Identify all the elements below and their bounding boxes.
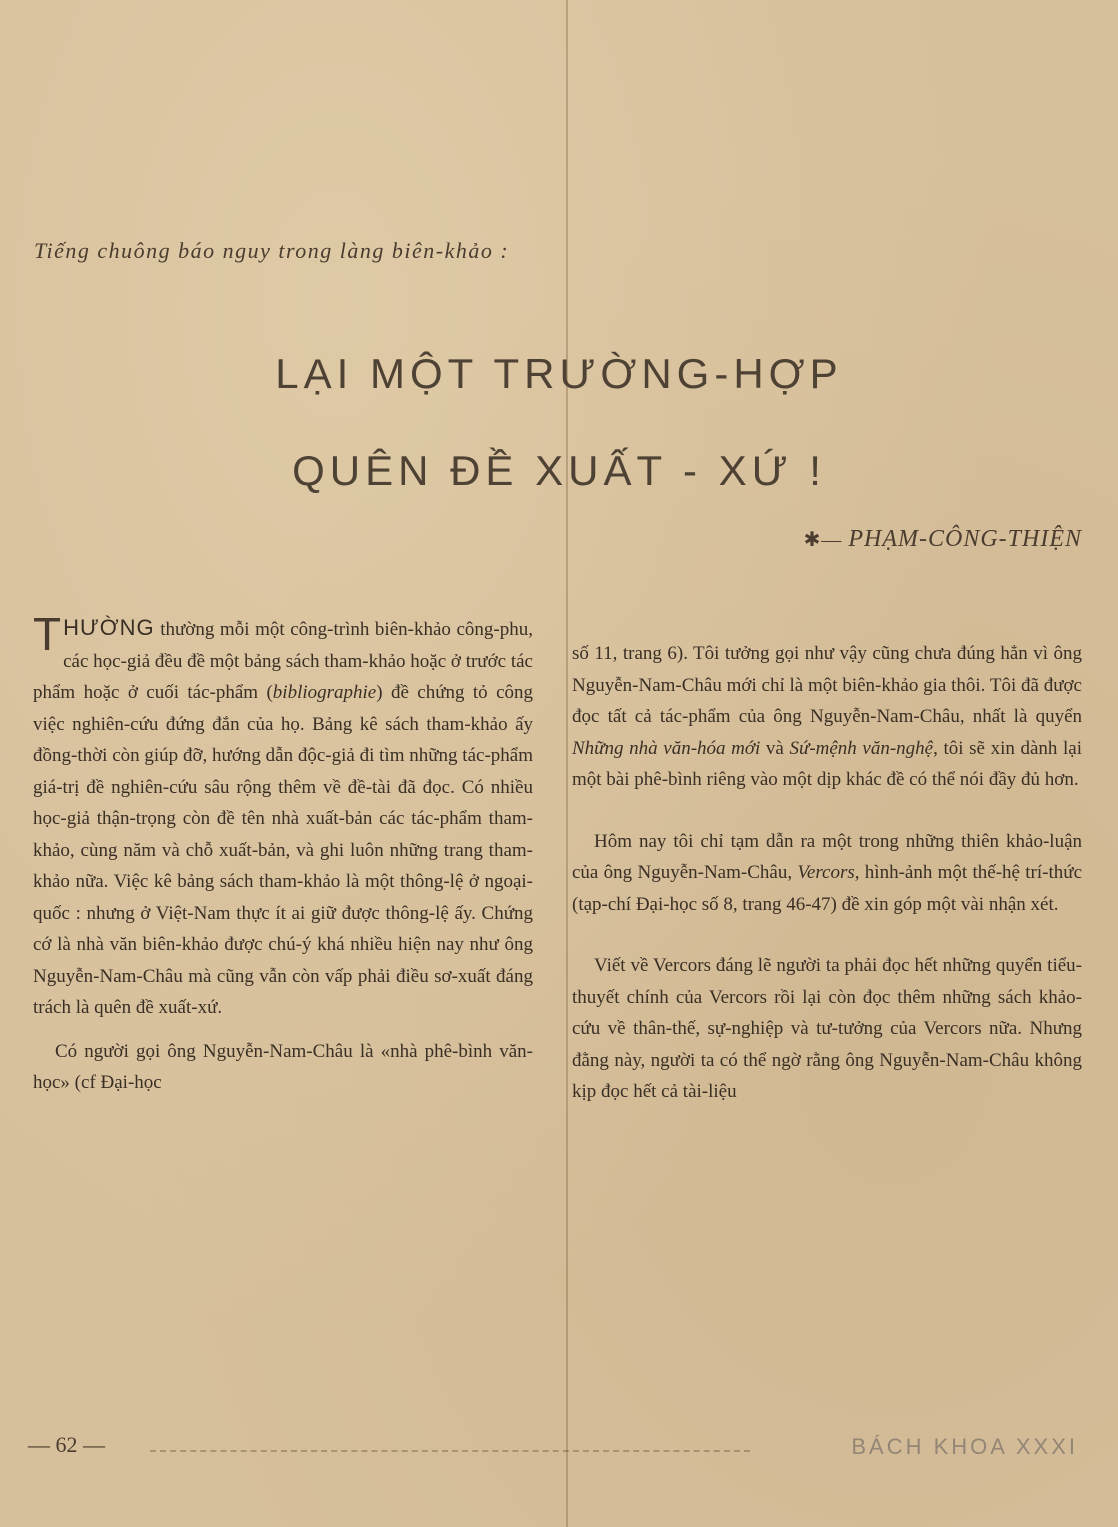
right-column <box>572 638 1082 1108</box>
author-byline <box>804 526 1082 553</box>
right-paragraph-1-mid: và <box>760 737 790 759</box>
left-paragraph-1-text: thường mỗi một công-trình biên-khảo công-phu, các học-giả đều đề một bảng sách tham-khảo hoặc ở trước tác phẩm hoặc ở cuối tác-phẩm ( <box>33 619 533 703</box>
right-paragraph-3: Viết về Vercors đáng lẽ người ta phải đọc hết những quyển tiểu-thuyết chính của Vercors rồi lại còn đọc thêm những sách khảo-cứu về thân-thế, sự-nghiệp và tư-tưởng của Vercors nữa. Nhưng đằng này, người ta có thể ngờ rằng ông Nguyễn-Nam-Châu không kịp đọc hết cả tài-liệu <box>572 955 1082 1102</box>
right-paragraph-1 <box>572 638 1082 796</box>
right-paragraph-1-text: số 11, trang 6). Tôi tưởng gọi như vậy cũng chưa đúng hẳn vì ông Nguyễn-Nam-Châu mới chỉ là một biên-khảo gia thôi. Tôi đã được đọc tất cả tác-phẩm của ông Nguyễn-Nam-Châu, nhất là quyển <box>572 643 1082 727</box>
right-paragraph-1-end: , tôi sẽ xin dành lại một bài phê-bình riêng vào một dịp khác đề có thể nói đầy đủ hơn. <box>572 737 1083 790</box>
author-name: PHẠM-CÔNG-THIỆN <box>848 526 1082 552</box>
right-paragraph-2 <box>572 826 1082 921</box>
page-fold-line <box>566 0 568 1527</box>
drop-cap-rest: HƯỜNG <box>63 615 155 640</box>
byline-star-icon: ✱— <box>803 529 843 551</box>
right-paragraph-1-italic-2: Sứ-mệnh văn-nghệ <box>789 737 934 759</box>
right-paragraph-2-text: Hôm nay tôi chỉ tạm dẫn ra một trong những thiên khảo-luận của ông Nguyễn-Nam-Châu, <box>572 830 1082 883</box>
right-paragraph-2-end: , hình-ảnh một thế-hệ trí-thức (tạp-chí Đại-học số 8, trang 46-47) đề xin góp một vài nhận xét. <box>572 862 1082 915</box>
left-paragraph-1-end: ) đề chứng tỏ công việc nghiên-cứu đứng đắn của họ. Bảng kê sách tham-khảo ấy đồng-thời còn giúp đỡ, hướng dẫn độc-giả đi tìm những tác-phẩm giá-trị đề nghiên-cứu sâu rộng thêm về đề-tài đã đọc. Có nhiều học-giả thận-trọng còn đề tên nhà xuất-bản các tác-phẩm tham-khảo, cùng năm và chỗ xuất-bản, và ghi luôn những trang tham-khảo nữa. Việc kê bảng sách tham-khảo là một thông-lệ ở ngoại-quốc : nhưng ở Việt-Nam thực ít ai giữ được thông-lệ ấy. Chứng cớ là nhà văn biên-khảo được chú-ý khá nhiều hiện nay như ông Nguyễn-Nam-Châu mà cũng vẫn còn vấp phải điều sơ-xuất đáng trách là quên đề xuất-xứ. <box>33 682 534 1018</box>
article-title-line-2: QUÊN ĐỀ XUẤT - XỨ ! <box>292 447 826 494</box>
footer-rule <box>150 1450 750 1452</box>
left-column <box>33 608 534 1099</box>
article-kicker: Tiếng chuông báo nguy trong làng biên-khảo : <box>34 238 510 263</box>
page-number: — 62 — <box>28 1432 105 1457</box>
right-paragraph-2-italic: Vercors <box>797 862 855 883</box>
left-paragraph-1 <box>33 608 534 1024</box>
right-paragraph-1-italic-1: Những nhà văn-hóa mới <box>572 737 761 759</box>
article-title-line-1: LẠI MỘT TRƯỜNG-HỢP <box>275 350 843 397</box>
page-footer <box>0 1428 1118 1468</box>
left-paragraph-1-italic: bibliographie <box>272 682 377 703</box>
left-paragraph-2: Có người gọi ông Nguyễn-Nam-Châu là «nhà phê-bình văn-học» (cf Đại-học <box>33 1040 533 1093</box>
drop-cap: T <box>33 608 62 660</box>
magazine-name: BÁCH KHOA XXXI <box>851 1434 1078 1459</box>
